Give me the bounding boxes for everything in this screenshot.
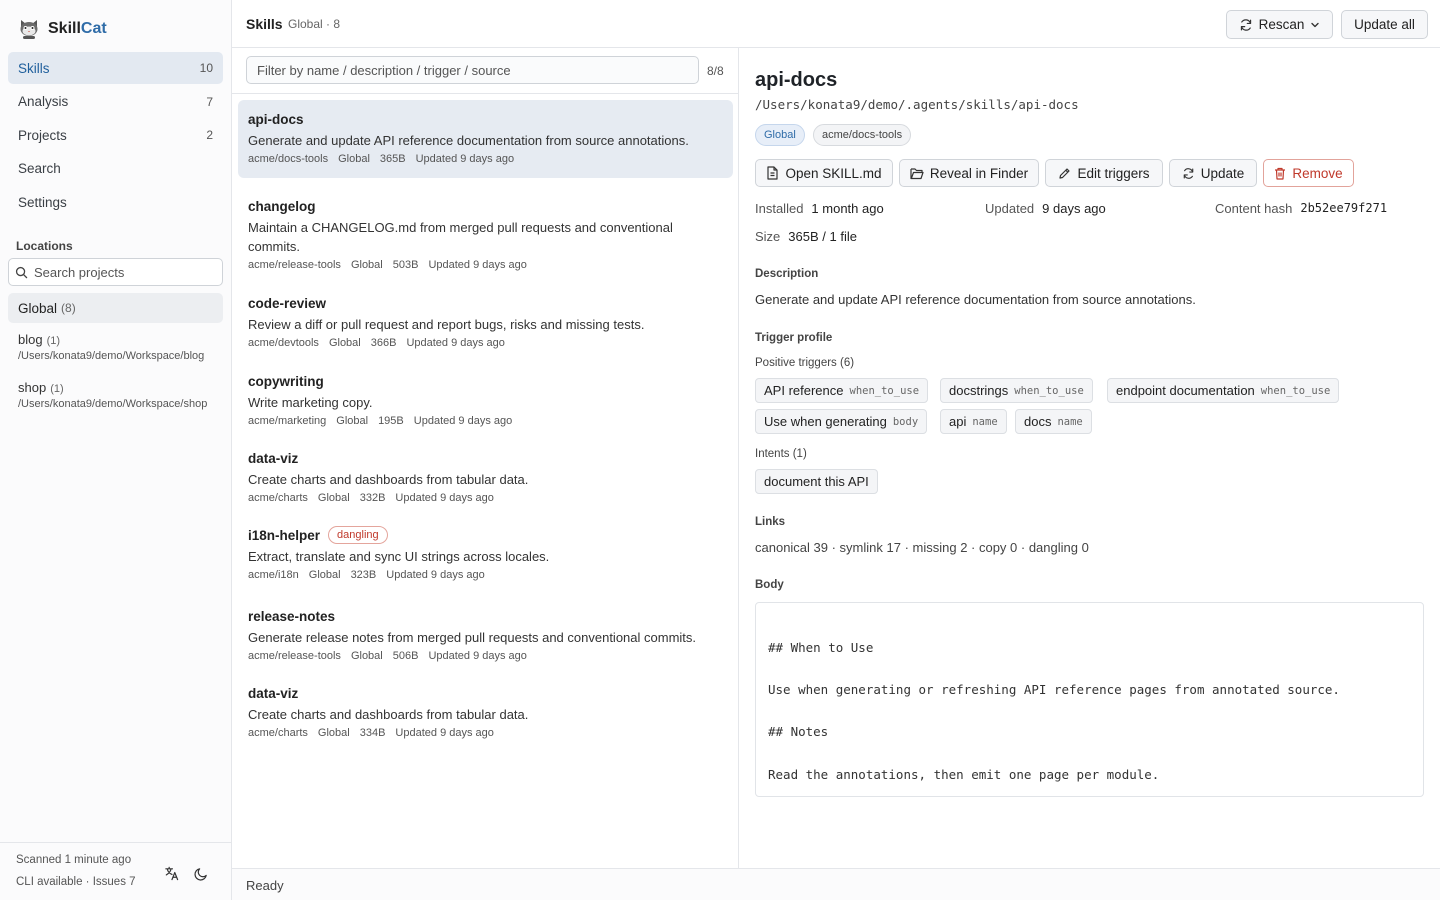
rescan-button[interactable] [1226, 10, 1333, 39]
nav-item-label: Analysis [18, 94, 69, 109]
remove-label: Remove [1292, 165, 1343, 181]
nav-item-count: 7 [206, 94, 213, 109]
skill-scope: Global [350, 650, 383, 662]
trigger-kind: when_to_use [1014, 384, 1084, 397]
project-path: /Users/konata9/demo/Workspace/blog [18, 350, 205, 362]
skill-name: changelog [248, 198, 316, 214]
skill-path: /Users/konata9/demo/.agents/skills/api-docs [755, 97, 1079, 112]
skill-scope: Global [336, 415, 369, 427]
skill-meta [248, 153, 723, 165]
positive-triggers-heading: Positive triggers (6) [755, 357, 855, 369]
pencil-icon [1058, 167, 1071, 180]
skill-name-row [248, 449, 723, 467]
installed-info [755, 201, 884, 216]
updated-value: 9 days ago [1042, 201, 1106, 216]
translate-icon[interactable] [162, 864, 180, 882]
refresh-icon [1182, 167, 1195, 180]
file-icon [766, 166, 779, 180]
skill-updated: Updated 9 days ago [395, 492, 494, 504]
trigger-text: docs [1024, 414, 1052, 429]
brand[interactable] [18, 16, 107, 42]
location-global[interactable] [8, 293, 223, 323]
top-bar [232, 0, 1440, 48]
folder-open-icon [910, 167, 924, 180]
skill-name-row [248, 110, 723, 128]
skill-description: Create charts and dashboards from tabular data. [248, 472, 529, 487]
cli-status: CLI available · Issues 7 [16, 876, 136, 888]
nav-item-count: 10 [199, 61, 213, 75]
update-label: Update [1200, 165, 1245, 181]
body-heading: Body [755, 579, 784, 591]
hash-label: Content hash [1215, 201, 1293, 216]
trigger-profile-heading: Trigger profile [755, 332, 833, 344]
updated-label: Updated [985, 201, 1035, 216]
skill-size: 334B [359, 727, 386, 739]
trigger-text: Use when generating [764, 414, 887, 429]
filter-input[interactable] [246, 56, 699, 84]
skill-scope: Global [317, 727, 350, 739]
trigger-text: endpoint documentation [1116, 383, 1255, 398]
skill-source: acme/release-tools [248, 650, 341, 662]
open-skill-md-label: Open SKILL.md [785, 165, 882, 181]
skill-size: 323B [350, 569, 377, 581]
skill-meta [248, 259, 723, 271]
skill-list-item[interactable] [238, 187, 733, 271]
trigger-chip [940, 409, 1007, 434]
skill-list-item[interactable] [238, 597, 733, 662]
skill-name: release-notes [248, 608, 336, 624]
dangling-badge: dangling [328, 526, 388, 544]
location-project-blog[interactable] [18, 332, 218, 362]
skill-name-row [248, 526, 723, 544]
skill-name: data-viz [248, 685, 299, 701]
skill-description: Create charts and dashboards from tabular data. [248, 707, 529, 722]
skill-description: Extract, translate and sync UI strings across locales. [248, 549, 550, 564]
nav-item-settings[interactable] [8, 186, 223, 218]
skill-updated: Updated 9 days ago [406, 337, 505, 349]
description-heading: Description [755, 268, 819, 280]
skill-updated: Updated 9 days ago [415, 153, 515, 165]
skill-size: 506B [392, 650, 419, 662]
skill-scope: Global [338, 153, 370, 165]
trigger-text: api [949, 414, 967, 429]
divider [232, 93, 738, 94]
body-line: Read the annotations, then emit one page per module. [768, 767, 1160, 782]
trigger-chip [940, 378, 1093, 403]
body-line: Use when generating or refreshing API reference pages from annotated source. [768, 682, 1340, 697]
skill-meta [248, 650, 723, 662]
skill-updated: Updated 9 days ago [428, 259, 527, 271]
hash-info [1215, 201, 1387, 216]
update-button[interactable] [1169, 159, 1257, 187]
cat-logo-icon [18, 18, 40, 40]
skill-source: acme/i18n [248, 569, 299, 581]
skill-size: 195B [378, 415, 404, 427]
page-subtitle: Global · 8 [288, 17, 341, 31]
skill-scope: Global [328, 337, 361, 349]
body-line: ## Notes [768, 724, 829, 739]
project-name: shop [18, 380, 47, 395]
status-text: Ready [246, 878, 284, 893]
skill-updated: Updated 9 days ago [386, 569, 485, 581]
skill-scope: Global [308, 569, 341, 581]
chevron-down-icon [1310, 20, 1320, 30]
trigger-chip [755, 409, 927, 434]
skill-source: acme/release-tools [248, 259, 341, 271]
project-search-input[interactable] [34, 265, 214, 280]
trigger-kind: when_to_use [849, 384, 920, 397]
skill-size: 366B [370, 337, 397, 349]
reveal-in-finder-button[interactable] [899, 159, 1039, 187]
skill-description: Maintain a CHANGELOG.md from merged pull requests and conventional commits. [248, 220, 673, 254]
skill-size: 365B [379, 153, 406, 165]
skill-name-row [248, 684, 723, 702]
skill-updated: Updated 9 days ago [395, 727, 494, 739]
skill-description: Generate and update API reference documentation from source annotations. [248, 133, 689, 148]
rescan-label: Rescan [1258, 17, 1305, 32]
skill-name: code-review [248, 295, 327, 311]
skill-scope: Global [350, 259, 383, 271]
skill-list-item[interactable] [238, 284, 733, 349]
intent-chip [755, 469, 878, 494]
size-info [755, 229, 857, 244]
skill-list-item[interactable] [238, 100, 733, 178]
app-name [48, 20, 107, 38]
source-tag: acme/docs-tools [813, 124, 911, 146]
scan-status: Scanned 1 minute ago [16, 854, 132, 866]
trigger-chip [755, 378, 928, 403]
location-project-shop[interactable] [18, 380, 218, 410]
nav-item-skills[interactable] [8, 52, 223, 84]
trigger-text: API reference [764, 383, 844, 398]
skill-source: acme/devtools [248, 337, 319, 349]
trigger-kind: when_to_use [1260, 384, 1331, 397]
page-title: Skills [246, 16, 283, 32]
trigger-text: docstrings [949, 383, 1009, 398]
locations-heading: Locations [16, 239, 73, 253]
skill-name-row [248, 197, 723, 215]
nav-item-search[interactable] [8, 153, 223, 185]
skill-list-item[interactable] [238, 362, 733, 427]
refresh-icon [1239, 18, 1253, 32]
description-text: Generate and update API reference documentation from source annotations. [755, 292, 1196, 307]
sidebar [0, 0, 232, 900]
project-count: (1) [50, 383, 64, 395]
nav-item-label: Skills [18, 60, 50, 76]
skill-updated: Updated 9 days ago [413, 415, 513, 427]
trigger-kind: body [892, 415, 919, 428]
trigger-chip [1107, 378, 1339, 403]
installed-label: Installed [755, 201, 804, 216]
trigger-kind: name [972, 415, 998, 428]
skill-source: acme/charts [248, 727, 308, 739]
skill-meta [248, 727, 723, 739]
moon-icon[interactable] [192, 864, 210, 882]
skill-name: api-docs [248, 111, 304, 127]
skill-description: Review a diff or pull request and report bugs, risks and missing tests. [248, 317, 645, 332]
app-name-prefix: Skill [48, 20, 81, 37]
body-line: ## When to Use [768, 640, 874, 655]
skill-list-item[interactable] [238, 439, 733, 504]
hash-value: 2b52ee79f271 [1300, 201, 1388, 215]
trash-icon [1274, 167, 1286, 180]
intents-heading: Intents (1) [755, 448, 807, 460]
nav-item-projects[interactable] [8, 119, 223, 151]
location-global-count: (8) [61, 301, 76, 315]
nav-item-label: Projects [18, 127, 67, 143]
links-heading: Links [755, 516, 786, 528]
nav-item-label: Search [18, 161, 61, 176]
main-nav [8, 52, 223, 220]
project-count: (1) [46, 335, 61, 347]
size-label: Size [755, 229, 781, 244]
trigger-chip [1015, 409, 1092, 434]
links-summary: canonical 39 · symlink 17 · missing 2 · copy 0 · dangling 0 [755, 540, 1089, 555]
body-preview [755, 602, 1424, 797]
project-name: blog [18, 332, 43, 347]
skill-meta [248, 415, 723, 427]
sidebar-footer [0, 842, 231, 900]
edit-triggers-button[interactable] [1045, 159, 1163, 187]
skill-name: data-viz [248, 450, 299, 466]
nav-item-count: 2 [206, 128, 213, 142]
skill-detail-pane [740, 48, 1440, 868]
app-name-accent: Cat [80, 20, 107, 37]
project-name-row [18, 332, 218, 347]
nav-item-analysis[interactable] [8, 86, 223, 118]
status-bar [232, 868, 1440, 900]
skill-size: 503B [392, 259, 419, 271]
installed-value: 1 month ago [811, 201, 884, 216]
updated-info [985, 201, 1106, 216]
skill-title: api-docs [755, 69, 838, 91]
skill-description: Generate release notes from merged pull requests and conventional commits. [248, 630, 697, 645]
skill-source: acme/marketing [248, 415, 327, 427]
filter-count: 8/8 [707, 64, 724, 78]
intent-text: document this API [764, 474, 869, 489]
skill-name-row [248, 372, 723, 390]
skill-description: Write marketing copy. [248, 395, 373, 410]
reveal-in-finder-label: Reveal in Finder [929, 165, 1029, 181]
nav-item-label: Settings [18, 194, 67, 210]
skill-size: 332B [359, 492, 386, 504]
location-global-label: Global [18, 300, 58, 316]
skill-list-item[interactable] [238, 516, 733, 581]
skill-name-row [248, 294, 723, 312]
skill-source: acme/docs-tools [248, 153, 329, 165]
project-path: /Users/konata9/demo/Workspace/shop [18, 398, 208, 410]
project-search[interactable] [8, 258, 223, 286]
skill-name-row [248, 607, 723, 625]
edit-triggers-label: Edit triggers [1077, 165, 1150, 181]
update-all-button[interactable]: Update all [1341, 10, 1428, 39]
trigger-kind: name [1057, 415, 1083, 428]
skill-meta [248, 337, 723, 349]
scope-tag: Global [755, 124, 805, 146]
skill-meta [248, 492, 723, 504]
skill-name: copywriting [248, 373, 324, 389]
skill-list-pane [232, 48, 739, 868]
project-name-row [18, 380, 218, 395]
skill-updated: Updated 9 days ago [428, 650, 527, 662]
remove-button[interactable] [1263, 159, 1354, 187]
skill-list-item[interactable] [238, 674, 733, 739]
skill-scope: Global [317, 492, 350, 504]
skill-name: i18n-helper [248, 527, 321, 543]
open-skill-md-button[interactable] [755, 159, 893, 187]
skill-meta [248, 569, 723, 581]
search-icon [15, 266, 28, 279]
size-value: 365B / 1 file [788, 229, 857, 244]
skill-source: acme/charts [248, 492, 308, 504]
